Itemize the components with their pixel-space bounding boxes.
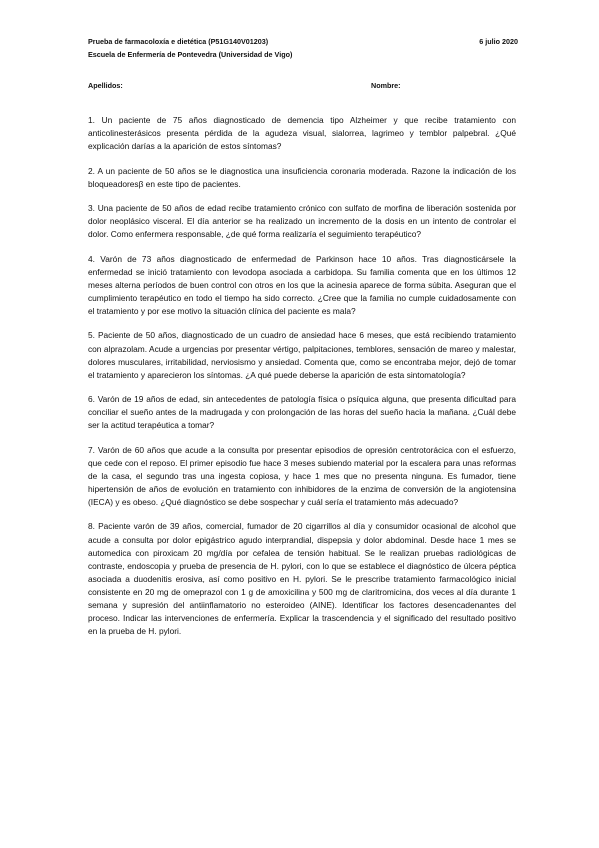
exam-date: 6 julio 2020: [479, 37, 518, 46]
question-5: 5. Paciente de 50 años, diagnosticado de un cuadro de ansiedad hace 6 meses, que está recibiendo tratamiento con alprazolam. Acude a urgencias por presentar vértigo, palpitaciones, temblores, sensación de mareo y malestar, dolores musculares, irritabilidad, nerviosismo y ansiedad. Comenta que, como se encontraba mejor, dejó de tomar el tratamiento y aparecieron los síntomas. ¿A qué puede deberse la aparición de esta sintomatología?: [88, 330, 516, 380]
question-list: [88, 114, 516, 650]
school-name: Escuela de Enfermería de Pontevedra (Universidad de Vigo): [88, 50, 293, 59]
question-3: 3. Una paciente de 50 años de edad recibe tratamiento crónico con sulfato de morfina de liberación sostenida por dolor neoplásico visceral. El día anterior se ha realizado un incremento de la dosis en un intento de controlar el dolor. Como enfermera responsable, ¿de qué forma realizaría el seguimiento terapéutico?: [88, 203, 516, 240]
question-7: 7. Varón de 60 años que acude a la consulta por presentar episodios de opresión centrotorácica con el esfuerzo, que cede con el reposo. El primer episodio fue hace 3 meses subiendo material por la escalera para unas reformas de la casa, el segundo tras una ingesta copiosa, y hace 1 mes que no presenta ninguna. Es fumador, tiene hipertensión de años de evolución en tratamiento con inhibidores de la enzima de conversión de la angiotensina (IECA) y es obeso. ¿Qué diagnóstico se debe sospechar y cuál sería el tratamiento más adecuado?: [88, 444, 516, 508]
name-label: Nombre:: [371, 81, 401, 90]
question-2: 2. A un paciente de 50 años se le diagnostica una insuficiencia coronaria moderada. Razone la indicación de los bloqueadoresβ en este tipo de pacientes.: [88, 165, 516, 189]
question-4: 4. Varón de 73 años diagnosticado de enfermedad de Parkinson hace 10 años. Tras diagnosticársele la enfermedad se inició tratamiento con levodopa asociada a carbidopa. Su familia comenta que en los últimos 12 meses alterna períodos de buen control con otros en los que la acinesia aparece de forma súbita. Aseguran que el cumplimiento terapéutico en todo el tiempo ha sido correcto. ¿Cree que la familia no cumple cuidadosamente con el tratamiento y por ese motivo la situación clínica del paciente es mala?: [88, 253, 516, 317]
header-row-1: [88, 35, 518, 48]
question-1: 1. Un paciente de 75 años diagnosticado de demencia tipo Alzheimer y que recibe tratamiento con anticolinesterásicos presenta pérdida de la agudeza visual, sialorrea, lagrimeo y temblor palpebral. ¿Qué explicación darías a la aparición de estos síntomas?: [88, 115, 516, 152]
header-row-2: [88, 48, 518, 61]
student-fields: [88, 81, 518, 93]
document-header: [88, 35, 518, 61]
exam-title: Prueba de farmacoloxía e dietética (P51G140V01203): [88, 37, 269, 46]
question-8: 8. Paciente varón de 39 años, comercial, fumador de 20 cigarrillos al día y consumidor ocasional de alcohol que acude a consulta por dolor epigástrico agudo interprandial, dispepsia y dolor abdominal. Desde hace 1 mes se automedica con piroxicam 20 mg/día por cefalea de tensión habitual. Se le realizan pruebas radiológicas de contraste, endoscopia y prueba de presencia de H. pylori, con lo que se establece el diagnóstico de úlcera péptica asociada a duodenitis erosiva, así como positivo en H. pylori. Se le prescribe tratamiento farmacológico inicial consistente en 20 mg de omeprazol con 1 g de amoxicilina y 500 mg de claritromicina, dos veces al día durante 1 semana y supresión del antiinflamatorio no esteroideo (AINE). Identificar los factores desencadenantes del proceso. Indicar las intervenciones de enfermería. Explicar la trascendencia y el significado del resultado positivo en la prueba de H. pylori.: [88, 521, 516, 637]
question-6: 6. Varón de 19 años de edad, sin antecedentes de patología física o psíquica alguna, que presenta dificultad para conciliar el sueño antes de la madrugada y con prolongación de las horas del sueño hacia la mañana. ¿Cuál debe ser la actitud terapéutica a tomar?: [88, 394, 516, 431]
surname-label: Apellidos:: [88, 81, 123, 90]
